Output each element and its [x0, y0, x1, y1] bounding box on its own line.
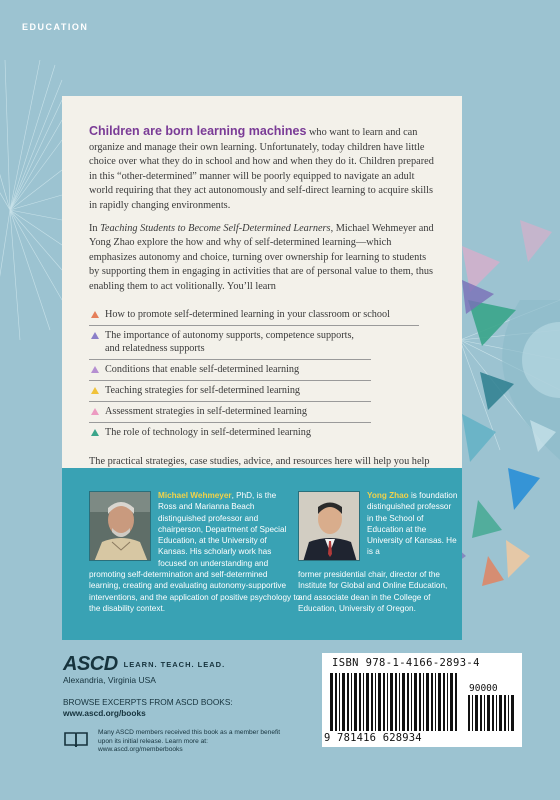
triangle-bullet-icon	[91, 366, 99, 373]
triangle-bullet-icon	[91, 408, 99, 415]
book-title: Teaching Students to Become Self-Determined Learners	[100, 222, 331, 234]
publisher-city: Alexandria, Virginia USA	[63, 675, 156, 685]
author-bio-text: , PhD, is the Ross and Marianna Beach distinguished professor and chairperson, Department of Special Education, at the University of Kansas. His scholarly work has focused on understanding and	[158, 491, 287, 568]
price-code-text: 90000	[469, 683, 498, 694]
isbn-barcode	[322, 653, 522, 747]
list-item	[89, 326, 371, 360]
author-bio-wehmeyer	[158, 490, 296, 569]
intro-text: who want to learn and can organize and manage their own learning. Unfortunately, today children have little choice over what they do in school and how and when they do it. Children prepared in this “other-determined” manner will be poorly equipped to navigate an adult world requiring that they act autonomously and self-direct learning to acquire skills in rapidly changing environments.	[89, 127, 434, 211]
lead-phrase: Children are born learning machines	[89, 124, 307, 138]
publisher-logo-row	[63, 653, 225, 676]
list-item	[89, 381, 371, 402]
publisher-tagline: LEARN. TEACH. LEAD.	[123, 660, 226, 669]
list-item	[89, 402, 371, 423]
triangle-bullet-icon	[91, 429, 99, 436]
member-note: Many ASCD members received this book as a member benefit upon its initial release. Learn more at: www.ascd.org/memberbooks	[98, 729, 281, 754]
description-panel	[62, 96, 462, 468]
list-item-text: Conditions that enable self-determined learning	[105, 363, 300, 375]
closing-paragraph: The practical strategies, case studies, advice, and resources here will help you help	[89, 455, 430, 467]
authors-band	[62, 468, 462, 640]
author-bio-continued: promoting self-determination and self-determined learning, creating and evaluating autonomy-supportive interventions, and the application of positive psychology to the disability context.	[89, 570, 301, 613]
browse-label: BROWSE EXCERPTS FROM ASCD BOOKS:	[63, 697, 233, 707]
author-name: Michael Wehmeyer	[158, 491, 232, 500]
learning-list	[89, 305, 436, 443]
author-photo-zhao	[298, 491, 360, 561]
triangle-bullet-icon	[91, 311, 99, 318]
list-item-text: Assessment strategies in self-determined learning	[105, 405, 307, 417]
author-photo-wehmeyer	[89, 491, 151, 561]
book-summary-paragraph	[89, 222, 436, 295]
open-book-icon	[63, 729, 89, 749]
list-item	[89, 305, 419, 326]
list-item-text: The role of technology in self-determined learning	[105, 426, 311, 438]
list-item-text: Teaching strategies for self-determined learning	[105, 384, 301, 396]
publisher-footer	[0, 640, 560, 800]
author-bio-continued: former presidential chair, director of the Institute for Global and Online Education, and associate dean in the College of Education, University of Oregon.	[298, 570, 448, 613]
triangle-bullet-icon	[91, 332, 99, 339]
ascd-logo: ASCD	[63, 653, 118, 675]
main-barcode-bars	[330, 673, 458, 731]
barcode-digits: 9 781416 628934	[324, 732, 422, 744]
triangle-bullet-icon	[91, 387, 99, 394]
intro-paragraph	[89, 124, 436, 214]
author-bio-zhao	[367, 490, 459, 558]
browse-url: www.ascd.org/books	[63, 708, 146, 718]
list-item-text: How to promote self-determined learning in your classroom or school	[105, 308, 390, 320]
author-bio-text: is foundation distinguished professor in the School of Education at the University of Kansas. He is a	[367, 491, 458, 557]
addon-barcode-bars	[468, 695, 514, 731]
summary-prefix: In	[89, 222, 101, 234]
author-name: Yong Zhao	[367, 491, 409, 500]
list-item	[89, 423, 371, 443]
isbn-text: ISBN 978-1-4166-2893-4	[332, 657, 480, 669]
list-item	[89, 360, 371, 381]
list-item-text: The importance of autonomy supports, competence supports, and relatedness supports	[105, 329, 354, 354]
category-label: EDUCATION	[22, 22, 89, 32]
summary-text: , Michael Wehmeyer and Yong Zhao explore the how and why of self-determined learning—which emphasizes autonomy and choice, turning over ownership for learning to students by supporting them in engaging in activities that are of personal value to them, thus enabling them to act volitionally. You’ll learn	[89, 222, 434, 292]
